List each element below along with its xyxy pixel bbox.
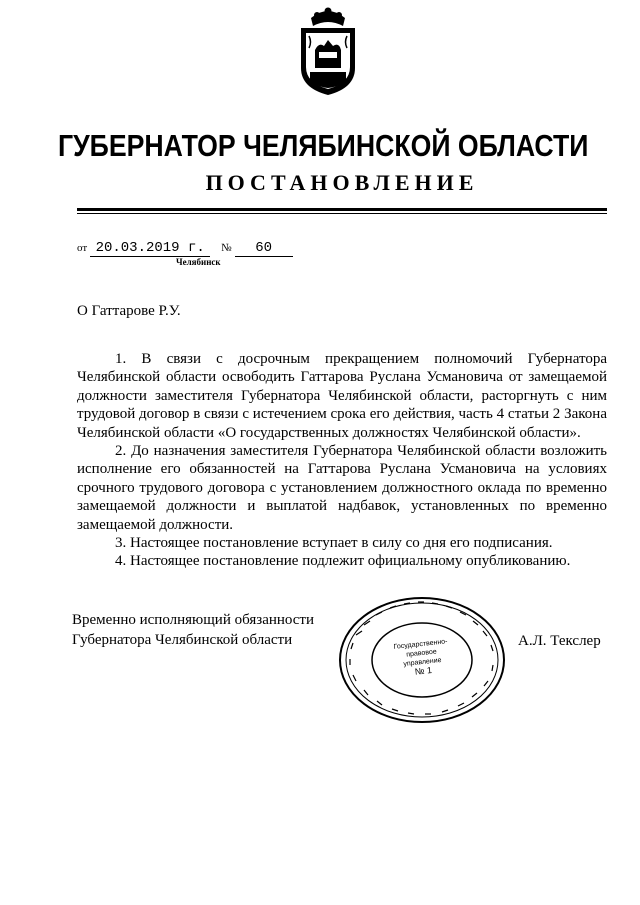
authority-title: ГУБЕРНАТОР ЧЕЛЯБИНСКОЙ ОБЛАСТИ bbox=[57, 128, 589, 163]
paragraph-2: 2. До назначения заместителя Губернатора Челябинской области возложить исполнение его обязанностей на Гаттарова Руслана Усмановича на условиях срочного трудового договора с установлением должностного оклада по временно замещаемой должности и выплатой надбавок, установленных по временно замещаемой должности. bbox=[77, 443, 607, 533]
signatory-position bbox=[72, 610, 314, 650]
signatory-position-line-2: Губернатора Челябинской области bbox=[72, 632, 293, 648]
date-number-line bbox=[77, 240, 293, 257]
paragraph-3: 3. Настоящее постановление вступает в силу со дня его подписания. bbox=[115, 535, 553, 552]
seal-inner-line-3: управление bbox=[403, 656, 442, 668]
signatory-position-line-1: Временно исполняющий обязанности bbox=[72, 612, 315, 628]
seal-inner-text bbox=[392, 637, 451, 679]
header-rule-thick bbox=[77, 208, 607, 211]
document-body bbox=[77, 350, 607, 571]
document-date: 20.03.2019 г. bbox=[90, 241, 210, 257]
paragraph-4: 4. Настоящее постановление подлежит официальному опубликованию. bbox=[115, 553, 571, 570]
seal-inner-line-4: № 1 bbox=[414, 665, 433, 677]
seal-inner-line-1: Государственно- bbox=[393, 638, 448, 651]
seal-inner-line-2: правовое bbox=[405, 648, 438, 659]
paragraph-1: 1. В связи с досрочным прекращением полномочий Губернатора Челябинской области освободить Гаттарова Руслана Усмановича от замещаемой должности заместителя Губернатора Челябинской области, расторгнуть с ним трудовой договор в связи с истечением срока его действия, часть 4 статьи 2 Закона Челябинской области «О государственных должностях Челябинской области». bbox=[77, 351, 607, 441]
document-type: ПОСТАНОВЛЕНИЕ bbox=[205, 170, 479, 195]
document-number: 60 bbox=[235, 241, 293, 257]
date-prefix: от bbox=[77, 242, 88, 254]
number-prefix: № bbox=[221, 242, 232, 254]
city-label: Челябинск bbox=[176, 257, 221, 267]
header-rule-thin bbox=[77, 213, 607, 214]
coat-of-arms-emblem bbox=[297, 6, 359, 96]
signatory-name: А.Л. Текслер bbox=[518, 633, 601, 649]
document-subject: О Гаттарове Р.У. bbox=[77, 303, 181, 319]
